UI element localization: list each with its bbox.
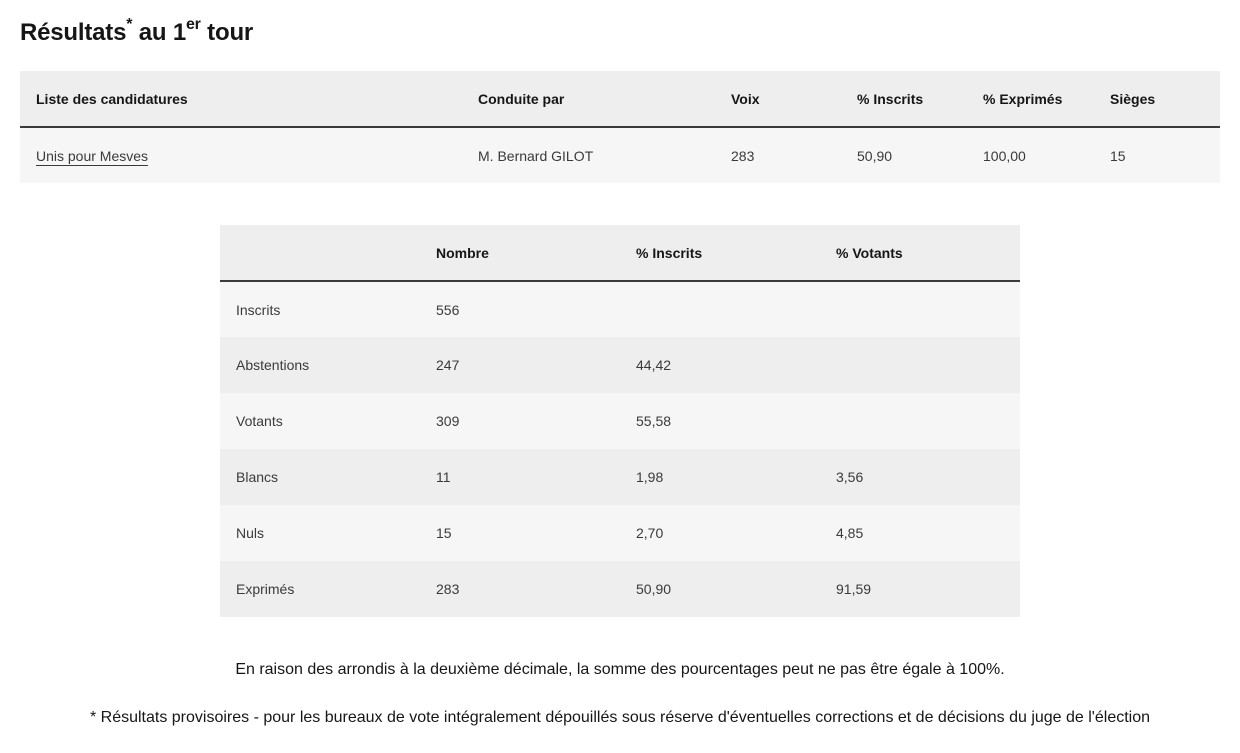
row-pct-registered: 50,90 <box>636 581 672 597</box>
row-pct-registered: 1,98 <box>636 469 664 485</box>
title-prefix: Résultats <box>20 19 127 46</box>
row-count: 15 <box>436 525 452 541</box>
list-cell <box>20 127 462 183</box>
header-seats: Sièges <box>1110 90 1156 107</box>
title-middle: au 1 <box>132 19 186 46</box>
row-pct-registered: 2,70 <box>636 525 664 541</box>
table-row <box>220 449 1020 505</box>
header-list: Liste des candidatures <box>36 90 188 107</box>
table-row <box>220 561 1020 617</box>
row-pct-voters <box>820 337 1020 393</box>
row-label: Votants <box>236 413 283 429</box>
results-header-row <box>20 71 1220 127</box>
table-row <box>220 281 1020 337</box>
header-pct-voters: % Votants <box>836 244 903 261</box>
title-asterisk: * <box>126 16 133 33</box>
pct-registered-cell: 50,90 <box>857 147 893 164</box>
results-table <box>20 71 1220 183</box>
row-count: 556 <box>436 301 460 318</box>
title-suffix: tour <box>200 19 254 46</box>
row-pct-voters <box>820 393 1020 449</box>
row-count: 283 <box>436 581 460 597</box>
header-pct-expressed: % Exprimés <box>983 90 1063 107</box>
row-label: Exprimés <box>236 581 295 597</box>
header-count: Nombre <box>436 244 489 261</box>
seats-cell: 15 <box>1110 147 1126 164</box>
header-label <box>220 225 420 281</box>
row-label: Nuls <box>236 525 265 541</box>
header-pct-registered: % Inscrits <box>857 90 924 107</box>
participation-table <box>220 225 1020 617</box>
row-pct-voters: 91,59 <box>836 581 872 597</box>
pct-expressed-cell: 100,00 <box>983 147 1026 164</box>
votes-cell: 283 <box>731 147 755 164</box>
row-pct-voters <box>820 281 1020 337</box>
leader-cell: M. Bernard GILOT <box>478 147 594 164</box>
table-row <box>220 505 1020 561</box>
table-row <box>220 393 1020 449</box>
row-pct-registered: 55,58 <box>636 413 672 429</box>
header-leader: Conduite par <box>478 90 565 107</box>
row-count: 247 <box>436 357 460 373</box>
list-link[interactable]: Unis pour Mesves <box>36 147 149 164</box>
stats-header-row <box>220 225 1020 281</box>
row-count: 309 <box>436 413 460 429</box>
table-row <box>20 127 1220 183</box>
row-label: Abstentions <box>236 357 310 373</box>
title-superscript: er <box>185 16 201 33</box>
rounding-note: En raison des arrondis à la deuxième décimale, la somme des pourcentages peut ne pas être égale à 100%. <box>235 661 1005 678</box>
row-pct-registered: 44,42 <box>636 357 672 373</box>
row-label: Inscrits <box>236 301 281 318</box>
table-row <box>220 337 1020 393</box>
row-pct-voters: 4,85 <box>836 525 864 541</box>
header-votes: Voix <box>731 90 760 107</box>
header-pct-registered: % Inscrits <box>636 244 703 261</box>
row-count: 11 <box>436 469 451 485</box>
page-title <box>20 18 253 47</box>
provisional-note: * Résultats provisoires - pour les bureaux de vote intégralement dépouillés sous réserve d'éventuelles corrections et de décisions du juge de l'élection <box>89 709 1151 726</box>
row-pct-registered <box>620 281 820 337</box>
row-pct-voters: 3,56 <box>836 469 864 485</box>
row-label: Blancs <box>236 469 279 485</box>
